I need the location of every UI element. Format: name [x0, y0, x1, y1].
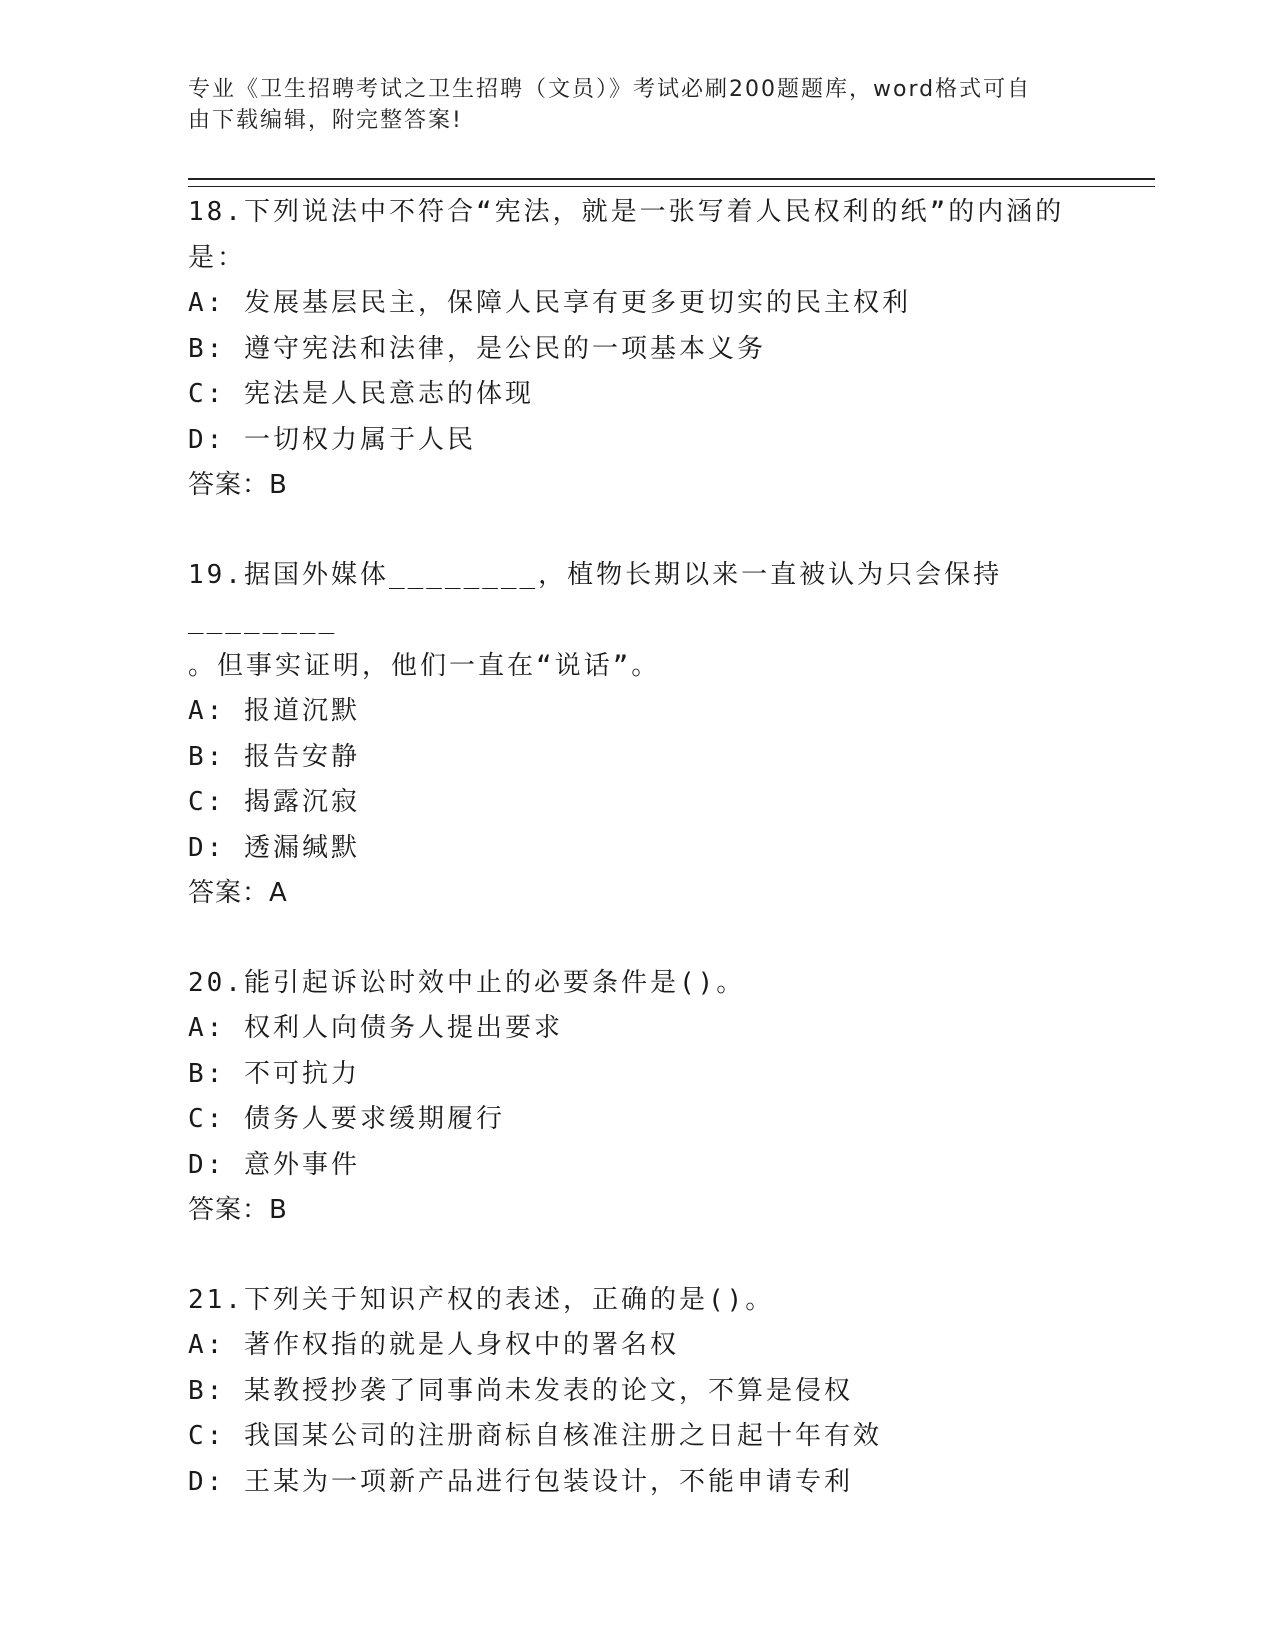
stem-line: 21.下列关于知识产权的表述，正确的是()。 [188, 1284, 775, 1315]
question-stem [188, 961, 1088, 1007]
question-stem [188, 1278, 1088, 1324]
option-b: B: 不可抗力 [188, 1058, 360, 1089]
option-a: A: 发展基层民主，保障人民享有更多更切实的民主权利 [188, 288, 911, 318]
option-b: B: 报告安静 [188, 741, 360, 772]
option-a: A: 权利人向债务人提出要求 [188, 1013, 563, 1043]
intro-line-1: 专业《卫生招聘考试之卫生招聘（文员）》考试必刷200题题库，word格式可自 [188, 77, 1032, 102]
option-c: C: 我国某公司的注册商标自核准注册之日起十年有效 [188, 1421, 882, 1451]
intro-line-2: 由下载编辑，附完整答案! [188, 108, 463, 133]
option-d: D: 透漏缄默 [188, 832, 360, 863]
option-a: A: 著作权指的就是人身权中的署名权 [188, 1330, 679, 1360]
answer: 答案：B [188, 470, 288, 500]
question-18 [188, 190, 1088, 509]
option-b: B: 遵守宪法和法律，是公民的一项基本义务 [188, 333, 766, 364]
question-20 [188, 961, 1088, 1234]
option-d: D: 一切权力属于人民 [188, 424, 476, 455]
question-list [188, 190, 1088, 1549]
stem-line: 。但事实证明，他们一直在“说话”。 [188, 650, 661, 681]
question-stem [188, 553, 1088, 690]
answer: 答案：B [188, 1195, 288, 1225]
header-divider [188, 178, 1155, 187]
option-d: D: 王某为一项新产品进行包装设计，不能申请专利 [188, 1466, 853, 1497]
stem-line: 20.能引起诉讼时效中止的必要条件是()。 [188, 967, 746, 998]
question-19 [188, 553, 1088, 917]
option-b: B: 某教授抄袭了同事尚未发表的论文，不算是侵权 [188, 1375, 853, 1406]
option-c: C: 宪法是人民意志的体现 [188, 379, 534, 409]
option-c: C: 债务人要求缓期履行 [188, 1104, 505, 1134]
stem-line: 是： [188, 242, 247, 273]
question-stem [188, 190, 1088, 281]
stem-line: 18.下列说法中不符合“宪法，就是一张写着人民权利的纸”的内涵的 [188, 197, 1065, 227]
option-c: C: 揭露沉寂 [188, 787, 360, 817]
stem-line: 19.据国外媒体________，植物长期以来一直被认为只会保持________ [188, 559, 1003, 635]
document-intro [188, 74, 1068, 136]
option-d: D: 意外事件 [188, 1149, 360, 1180]
answer: 答案：A [188, 878, 288, 908]
question-21 [188, 1278, 1088, 1506]
option-a: A: 报道沉默 [188, 696, 360, 726]
